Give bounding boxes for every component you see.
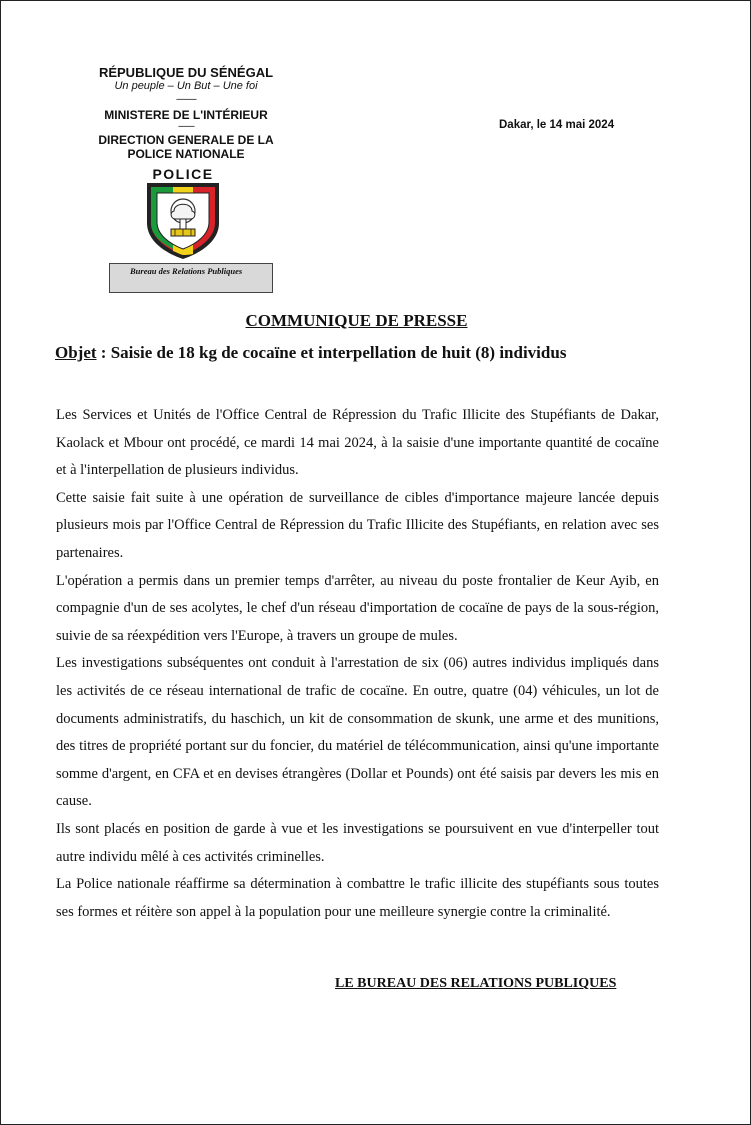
subject-text: : Saisie de 18 kg de cocaïne et interpellation de huit (8) individus [96, 343, 567, 362]
subject-line [55, 343, 566, 363]
subject-label: Objet [55, 343, 97, 362]
direction-heading: DIRECTION GENERALE DE LA [98, 133, 274, 147]
ministry-heading: MINISTERE DE L'INTÉRIEUR [104, 108, 268, 122]
document-date: Dakar, le 14 mai 2024 [499, 119, 615, 131]
national-motto: Un peuple – Un But – Une foi [114, 80, 258, 92]
body-paragraph: Les Services et Unités de l'Office Central de Répression du Trafic Illicite des Stupéfiants de Dakar, Kaolack et Mbour ont procédé, ce mardi 14 mai 2024, à la saisie d'une importante quantité de cocaïne et à l'interpellation de plusieurs individus. [56, 407, 659, 479]
logo-text: POLICE [152, 166, 214, 182]
signature: LE BUREAU DES RELATIONS PUBLIQUES [335, 976, 617, 991]
body-paragraph: Les investigations subséquentes ont conduit à l'arrestation de six (06) autres individus impliqués dans les activités de ce réseau international de trafic de cocaïne. En outre, quatre (04) véhicules, un lot de documents administratifs, du haschich, un kit de consommation de skunk, une arme et des munitions, des titres de propriété portant sur du foncier, du matériel de télécommunication, ainsi qu'une importante somme d'argent, en CFA et en devises étrangères (Dollar et Pounds) ont été saisis par devers les mis en cause. [56, 655, 659, 810]
press-release-body [56, 402, 659, 926]
republic-heading: RÉPUBLIQUE DU SÉNÉGAL [98, 65, 274, 80]
body-paragraph: Cette saisie fait suite à une opération de surveillance de cibles d'importance majeure lancée depuis plusieurs mois par l'Office Central de Répression du Trafic Illicite des Stupéfiants, en relation avec ses partenaires. [56, 489, 659, 561]
body-paragraph: L'opération a permis dans un premier temps d'arrêter, au niveau du poste frontalier de Keur Ayib, en compagnie d'un de ses acolytes, le chef d'un réseau d'importation de cocaïne de pays de la sous-région, suivie de sa réexpédition vers l'Europe, à travers un groupe de mules. [56, 572, 659, 644]
police-badge-icon [141, 165, 225, 261]
separator-line: ---------- [176, 94, 196, 104]
press-release-title: COMMUNIQUE DE PRESSE [245, 311, 468, 330]
bureau-label: Bureau des Relations Publiques [130, 266, 243, 276]
police-emblem [141, 165, 225, 261]
body-paragraph: Ils sont placés en position de garde à vue et les investigations se poursuivent en vue d'interpeller tout autre individu mêlé à ces activités criminelles. [56, 820, 659, 865]
body-paragraph: La Police nationale réaffirme sa détermination à combattre le trafic illicite des stupéfiants sous toutes ses formes et réitère son appel à la population pour une meilleure synergie contre la criminalité. [56, 876, 659, 920]
separator-line: -------- [178, 121, 194, 131]
bureau-label-box [109, 263, 273, 293]
direction-heading: POLICE NATIONALE [127, 147, 245, 161]
